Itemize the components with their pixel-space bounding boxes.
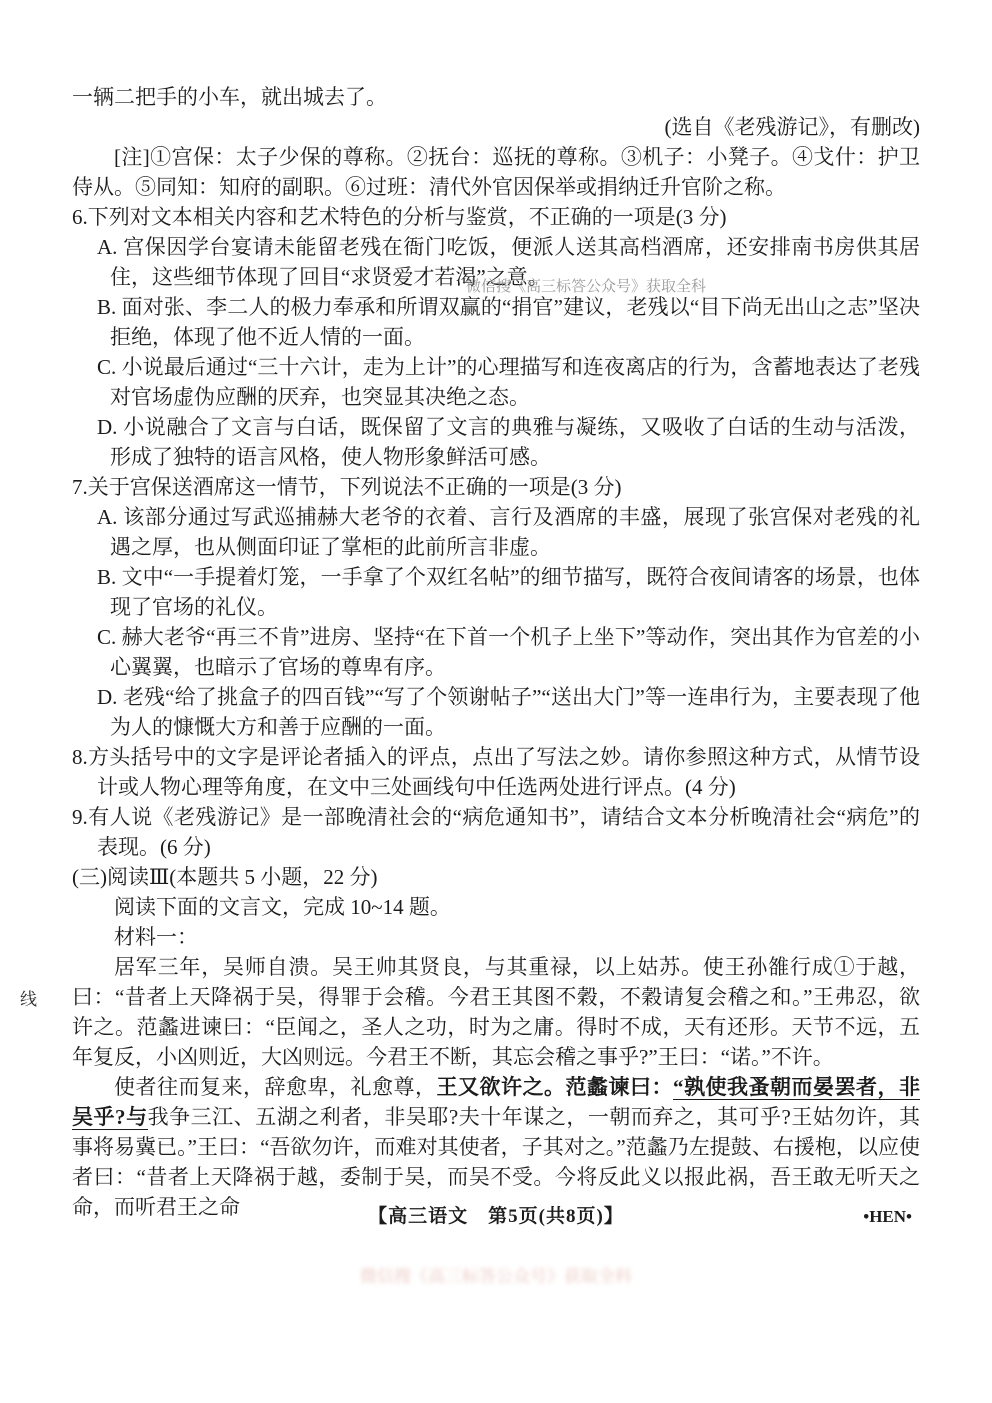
question-7-option-d: D. 老残“给了挑盒子的四百钱”“写了个领谢帖子”“送出大门”等一连串行为，主要表现了他为人的慷慨大方和善于应酬的一面。 — [97, 685, 920, 739]
footnotes: [注]①宫保：太子少保的尊称。②抚台：巡抚的尊称。③机子：小凳子。④戈什：护卫侍从。⑤同知：知府的副职。⑥过班：清代外官因保举或捐纳迁升官阶之称。 — [72, 145, 920, 199]
question-8-stem: 8.方头括号中的文字是评论者插入的评点，点出了写法之妙。请你参照这种方式，从情节设计或人物心理等角度，在文中三处画线句中任选两处进行评点。(4 分) — [72, 745, 920, 799]
question-6-option-c: C. 小说最后通过“三十六计，走为上计”的心理描写和连夜离店的行为，含蓄地表达了老残对官场虚伪应酬的厌弃，也突显其决绝之态。 — [97, 355, 920, 409]
para2-segment-bold: 王又欲许之。范蠡谏曰： — [436, 1075, 673, 1099]
question-7-option-b: B. 文中“一手提着灯笼，一手拿了个双红名帖”的细节描写，既符合夜间请客的场景，也体现了官场的礼仪。 — [97, 565, 920, 619]
question-6-stem: 6.下列对文本相关内容和艺术特色的分析与鉴赏，不正确的一项是(3 分) — [72, 205, 727, 229]
reading-section-3 — [72, 862, 920, 1222]
gray-watermark: 微信搜《高三标答公众号》获取全科 — [466, 278, 707, 295]
question-6-option-b: B. 面对张、李二人的极力奉承和所谓双赢的“捐官”建议，老残以“目下尚无出山之志”坚决拒绝，体现了他不近人情的一面。 — [97, 295, 920, 349]
classical-paragraph-2 — [72, 1072, 920, 1222]
question-6-option-d: D. 小说融合了文言与白话，既保留了文言的典雅与凝练，又吸收了白话的生动与活泼，形成了独特的语言风格，使人物形象鲜活可感。 — [97, 415, 920, 469]
para2-segment-plain-2: 我争三江、五湖之利者，非吴耶?夫十年谋之，一朝而弃之，其可乎?王姑勿许，其事将易冀已。”王曰：“吾欲勿许，而难对其使者，子其对之。”范蠡乃左提鼓、右援枹，以应使者曰：“昔者上天降祸于越，委制于吴，而吴不受。今将反此义以报此祸，吾王敢无听天之命，而听君王之命 — [72, 1105, 921, 1219]
question-6 — [72, 202, 920, 472]
para2-segment-plain-1: 使者往而复来，辞愈卑，礼愈尊， — [114, 1075, 437, 1099]
red-watermark: 微信搜《高三标答公众号》获取全科 — [360, 1267, 632, 1286]
question-7-stem: 7.关于宫保送酒席这一情节，下列说法不正确的一项是(3 分) — [72, 475, 622, 499]
narrative-closing-line: 一辆二把手的小车，就出城去了。 — [72, 85, 387, 109]
binding-line-label: 线 — [20, 990, 37, 1009]
question-9-stem: 9.有人说《老残游记》是一部晚清社会的“病危通知书”，请结合文本分析晚清社会“病危”的表现。(6 分) — [72, 805, 920, 859]
question-7 — [72, 472, 920, 742]
material-1-label: 材料一： — [114, 925, 198, 949]
footer-page-info: 【高三语文 第5页(共8页)】 — [368, 1206, 624, 1227]
question-6-option-a: A. 宫保因学台宴请未能留老残在衙门吃饭，便派人送其高档酒席，还安排南书房供其居住，这些细节体现了回目“求贤爱才若渴”之意。 — [97, 235, 920, 289]
para2-segment-underlined: “孰使我蚤朝而晏罢者，非吴乎?与 — [72, 1075, 920, 1129]
page-footer — [72, 1202, 920, 1232]
section-3-instruction: 阅读下面的文言文，完成 10~14 题。 — [114, 895, 451, 919]
footer-region-code: •HEN• — [863, 1207, 912, 1226]
page-content — [72, 82, 920, 1222]
source-attribution: (选自《老残游记》，有删改) — [664, 115, 920, 139]
question-7-option-a: A. 该部分通过写武巡捕赫大老爷的衣着、言行及酒席的丰盛，展现了张宫保对老残的礼遇之厚，也从侧面印证了掌柜的此前所言非虚。 — [97, 505, 920, 559]
classical-paragraph-1: 居军三年，吴师自溃。吴王帅其贤良，与其重禄，以上姑苏。使王孙雒行成①于越，曰：“昔者上天降祸于吴，得罪于会稽。今君王其图不穀，不穀请复会稽之和。”王弗忍，欲许之。范蠡进谏曰：“臣闻之，圣人之功，时为之庸。得时不成，天有还形。天节不远，五年复反，小凶则近，大凶则远。今君王不断，其忘会稽之事乎?”王曰：“诺。”不许。 — [72, 955, 920, 1069]
question-7-option-c: C. 赫大老爷“再三不肯”进房、坚持“在下首一个机子上坐下”等动作，突出其作为官差的小心翼翼，也暗示了官场的尊卑有序。 — [97, 625, 920, 679]
section-3-heading: (三)阅读Ⅲ(本题共 5 小题，22 分) — [72, 865, 378, 889]
